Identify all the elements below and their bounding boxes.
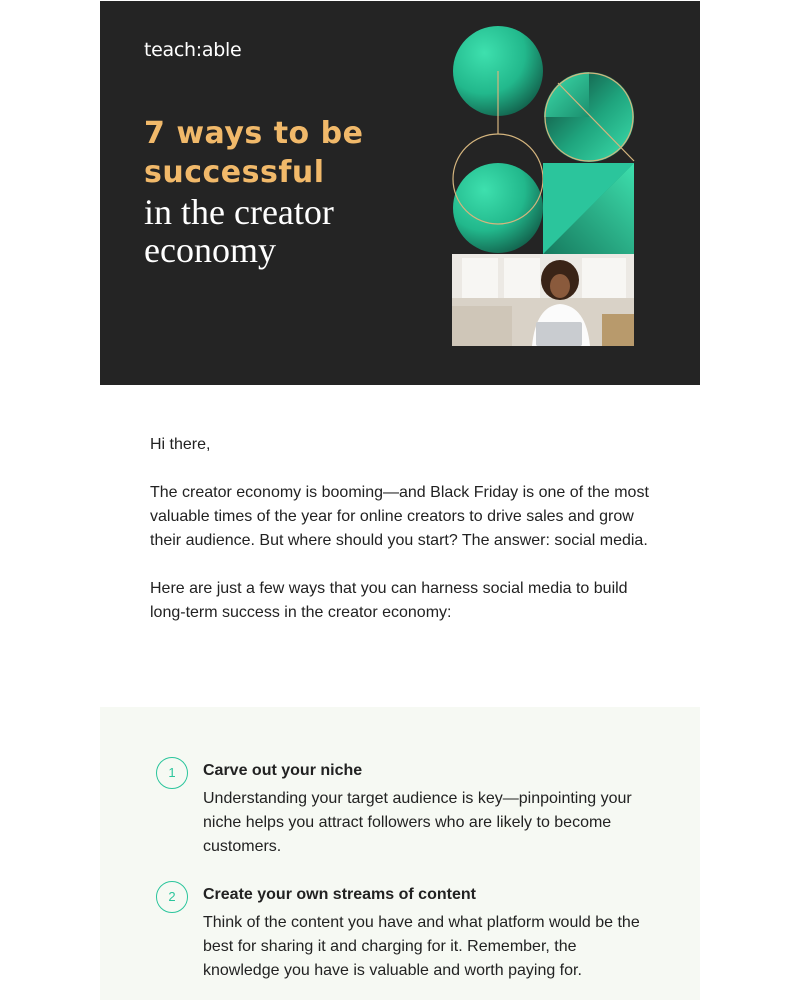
hero-banner xyxy=(100,1,700,385)
headline-serif-line-1: in the creator xyxy=(144,192,334,232)
steps-section xyxy=(100,707,700,1000)
step-description: Understanding your target audience is key—pinpointing your niche helps you attract followers who are likely to become customers. xyxy=(203,790,632,855)
geometric-art xyxy=(440,21,660,261)
circle-shape xyxy=(453,163,543,253)
headline-bold xyxy=(144,114,444,192)
creator-photo xyxy=(452,254,634,346)
step-number-badge: 1 xyxy=(156,757,188,789)
intro-paragraph: The creator economy is booming—and Black Friday is one of the most valuable times of the year for online creators to drive sales and grow their audience. But where should you start? The answer: social media. xyxy=(150,484,649,549)
headline-serif xyxy=(144,193,424,269)
step-title: Carve out your niche xyxy=(203,762,363,779)
step-title: Create your own streams of content xyxy=(203,886,476,903)
step-number-badge: 2 xyxy=(156,881,188,913)
step-description: Think of the content you have and what platform would be the best for sharing it and charging for it. Remember, the knowledge you have is valuable and worth paying for. xyxy=(203,914,640,979)
headline-serif-line-2: economy xyxy=(144,230,276,270)
email-body xyxy=(150,433,660,649)
greeting: Hi there, xyxy=(150,436,211,453)
lead-in-paragraph: Here are just a few ways that you can harness social media to build long-term success in the creator economy: xyxy=(150,580,628,621)
teachable-logo[interactable]: teach:able xyxy=(144,39,242,61)
headline-bold-line-2: successful xyxy=(144,155,325,190)
headline-bold-line-1: 7 ways to be xyxy=(144,116,364,151)
